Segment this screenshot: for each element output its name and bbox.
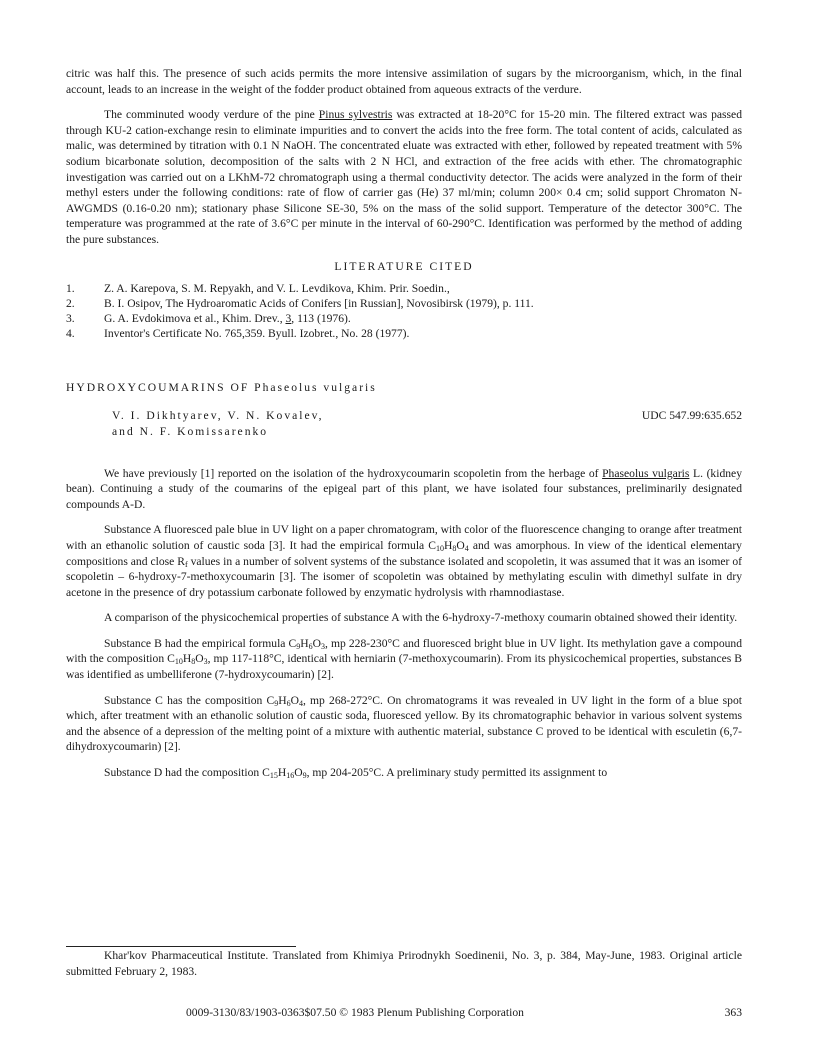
page-body [66, 66, 742, 781]
subscript: 9 [302, 771, 307, 781]
paragraph-introduction [66, 466, 742, 513]
reference-text-post: , 113 (1976). [291, 311, 351, 325]
paragraph-substance-a [66, 522, 742, 600]
subscript: 10 [436, 543, 444, 553]
authors-line: and N. F. Komissarenko [112, 424, 269, 438]
subscript: 15 [269, 771, 278, 781]
reference-text: B. I. Osipov, The Hydroaromatic Acids of Conifers [in Russian], Novosibirsk (1979), p. 111. [104, 296, 534, 310]
subscript: 3 [321, 641, 326, 651]
subscript: 8 [452, 543, 457, 553]
reference-text: Inventor's Certificate No. 765,359. Byull. Izobret., No. 28 (1977). [104, 327, 410, 341]
text-run: H [444, 538, 453, 552]
text-run: Substance B had the empirical formula C [104, 636, 297, 650]
intro-paragraph: citric was half this. The presence of such acids permits the more intensive assimilation of sugars by the microorganism, which, in the final account, leads to an increase in the weight of the fodder product obtained from aqueous extracts of the verdure. [66, 67, 742, 96]
paragraph-substance-d [66, 765, 742, 781]
method-lead: The comminuted woody verdure of the pine [104, 108, 319, 122]
reference-text-pre: G. A. Evdokimova et al., Khim. Drev., [104, 311, 286, 325]
paragraph-substance-b [66, 636, 742, 683]
reference-number: 1. [66, 281, 75, 295]
subscript: 4 [464, 543, 469, 553]
subscript: 4 [298, 698, 303, 708]
text-run: and was amorphous. In view of the identical elementary compositions and close R [66, 538, 742, 568]
publication-code: 0009-3130/83/1903-0363$07.50 © 1983 Plenum Publishing Corporation [186, 1006, 524, 1019]
authors-line: V. I. Dikhtyarev, V. N. Kovalev, [112, 409, 324, 423]
reference-item [66, 281, 742, 296]
literature-heading: LITERATURE CITED [334, 259, 474, 273]
text-run: L. (kidney bean). Continuing a study of the coumarins of the epigeal part of this plant, we have isolated four substances, preliminarily designated compounds A-D. [66, 466, 742, 511]
text-run: , mp 117-118°C, identical with herniarin (7-methoxycoumarin). From its physicochemical properties, substances B was identified as umbelliferone (7-hydroxycoumarin) [2]. [66, 652, 743, 682]
subscript: f [184, 559, 188, 569]
authors [112, 408, 324, 439]
subscript: 6 [308, 641, 313, 651]
paragraph-substance-c [66, 693, 742, 755]
text-run: We have previously [1] reported on the isolation of the hydroxycoumarin scopoletin from the herbage of [104, 466, 603, 480]
reference-item [66, 311, 742, 326]
text-run: H [278, 693, 287, 707]
subscript: 10 [174, 657, 183, 667]
text-run: , mp 268-272°C. On chromatograms it was revealed in UV light in the form of a blue spot which, after treatment with an ethanolic solution of caustic soda, fluoresced yellow. By its chromatographic behavior in various solvent systems and the absence of a depression of the melting point of a mixture with authentic material, substance C proved to be identical with esculetin (6,7-dihydroxycoumarin) [2]. [66, 693, 742, 754]
subscript: 6 [286, 698, 291, 708]
species-name: Phaseolus vulgaris [602, 466, 690, 480]
footnote: Khar'kov Pharmaceutical Institute. Translated from Khimiya Prirodnykh Soedinenii, No. 3, p. 384, May-June, 1983. Original article submitted February 2, 1983. [66, 949, 742, 978]
text-run: H [182, 652, 192, 666]
reference-item [66, 296, 742, 311]
text-run: values in a number of solvent systems of the substance isolated and scopoletin, it was assumed that it was an isomer of scopoletin – 6-hydroxy-7-methoxycoumarin [3]. The isomer of scopoletin was obtained by methylating esculin with dimethyl sulfate in dry acetone in the presence of dry potassium carbonate followed by enzymatic hydrolysis with rhamnodiastase. [66, 554, 742, 599]
udc-code: UDC 547.99:635.652 [641, 409, 742, 423]
footnote-divider [66, 946, 296, 947]
species-name: Pinus sylvestris [318, 108, 393, 122]
text-run: Substance A fluoresced pale blue in UV light on a paper chromatogram, with color of the fluorescence changing to orange after treatment with an ethanolic solution of caustic soda [3]. It had the empirical formula C [66, 523, 742, 552]
subscript: 8 [191, 657, 196, 667]
reference-volume: 3 [285, 311, 292, 325]
reference-number: 3. [66, 311, 75, 325]
article-title: HYDROXYCOUMARINS OF Phaseolus vulgaris [66, 381, 377, 395]
authors-row [112, 408, 742, 439]
reference-item [66, 326, 742, 341]
page-number: 363 [724, 1006, 742, 1019]
text-run: Substance C has the composition C [104, 693, 275, 707]
subscript: 3 [203, 657, 208, 667]
reference-list [66, 281, 742, 342]
reference-number: 4. [66, 327, 75, 341]
reference-text [104, 311, 351, 326]
text-run: , mp 204-205°C. A preliminary study permitted its assignment to [306, 766, 608, 780]
method-text: was extracted at 18-20°C for 15-20 min. The filtered extract was passed through KU-2 cation-exchange resin to eliminate impurities and to convert the acids into the free form. The total content of acids, calculated as malic, was determined by titration with 0.1 N NaOH. The concentrated eluate was extracted with ether, followed by repeated treatment with 5% sodium bicarbonate solution, decomposition of the salts with 2 N HCl, and extraction of the free acids with ether. The chromatographic investigation was carried out on a LKhM-72 chromatograph using a thermal conductivity detector. The acids were analyzed in the form of their methyl esters under the following conditions: rate of flow of carrier gas (He) 37 ml/min; column 200× 0.4 cm; solid support Chromaton N-AWGMDS (0.16-0.20 nm); stationary phase Silicone SE-30, 5% on the mass of the solid support. Temperature of the detector 300°C. The temperature was programmed at the rate of 3.6°C per minute in the interval of 60-290°C. Identification was performed by the method of adding the pure substances. [66, 108, 743, 246]
reference-number: 2. [66, 296, 75, 310]
text-run: O [456, 538, 465, 552]
text-run: O [294, 766, 303, 780]
text-run: H [300, 636, 309, 650]
text-run: O [195, 652, 204, 666]
subscript: 16 [286, 771, 295, 781]
method-paragraph [66, 107, 742, 247]
paragraph-comparison: A comparison of the physicochemical properties of substance A with the 6-hydroxy-7-methoxy coumarin obtained showed their identity. [104, 611, 738, 625]
text-run: O [312, 636, 322, 650]
reference-text: Z. A. Karepova, S. M. Repyakh, and V. L. Levdikova, Khim. Prir. Soedin., [104, 281, 450, 295]
text-run: , mp 228-230°C and fluoresced bright blue in UV light. Its methylation gave a compound with the composition C [66, 636, 743, 666]
text-run: H [277, 766, 287, 780]
subscript: 9 [296, 641, 301, 651]
subscript: 9 [274, 698, 279, 708]
text-run: Substance D had the composition C [104, 766, 270, 780]
text-run: O [290, 693, 299, 707]
